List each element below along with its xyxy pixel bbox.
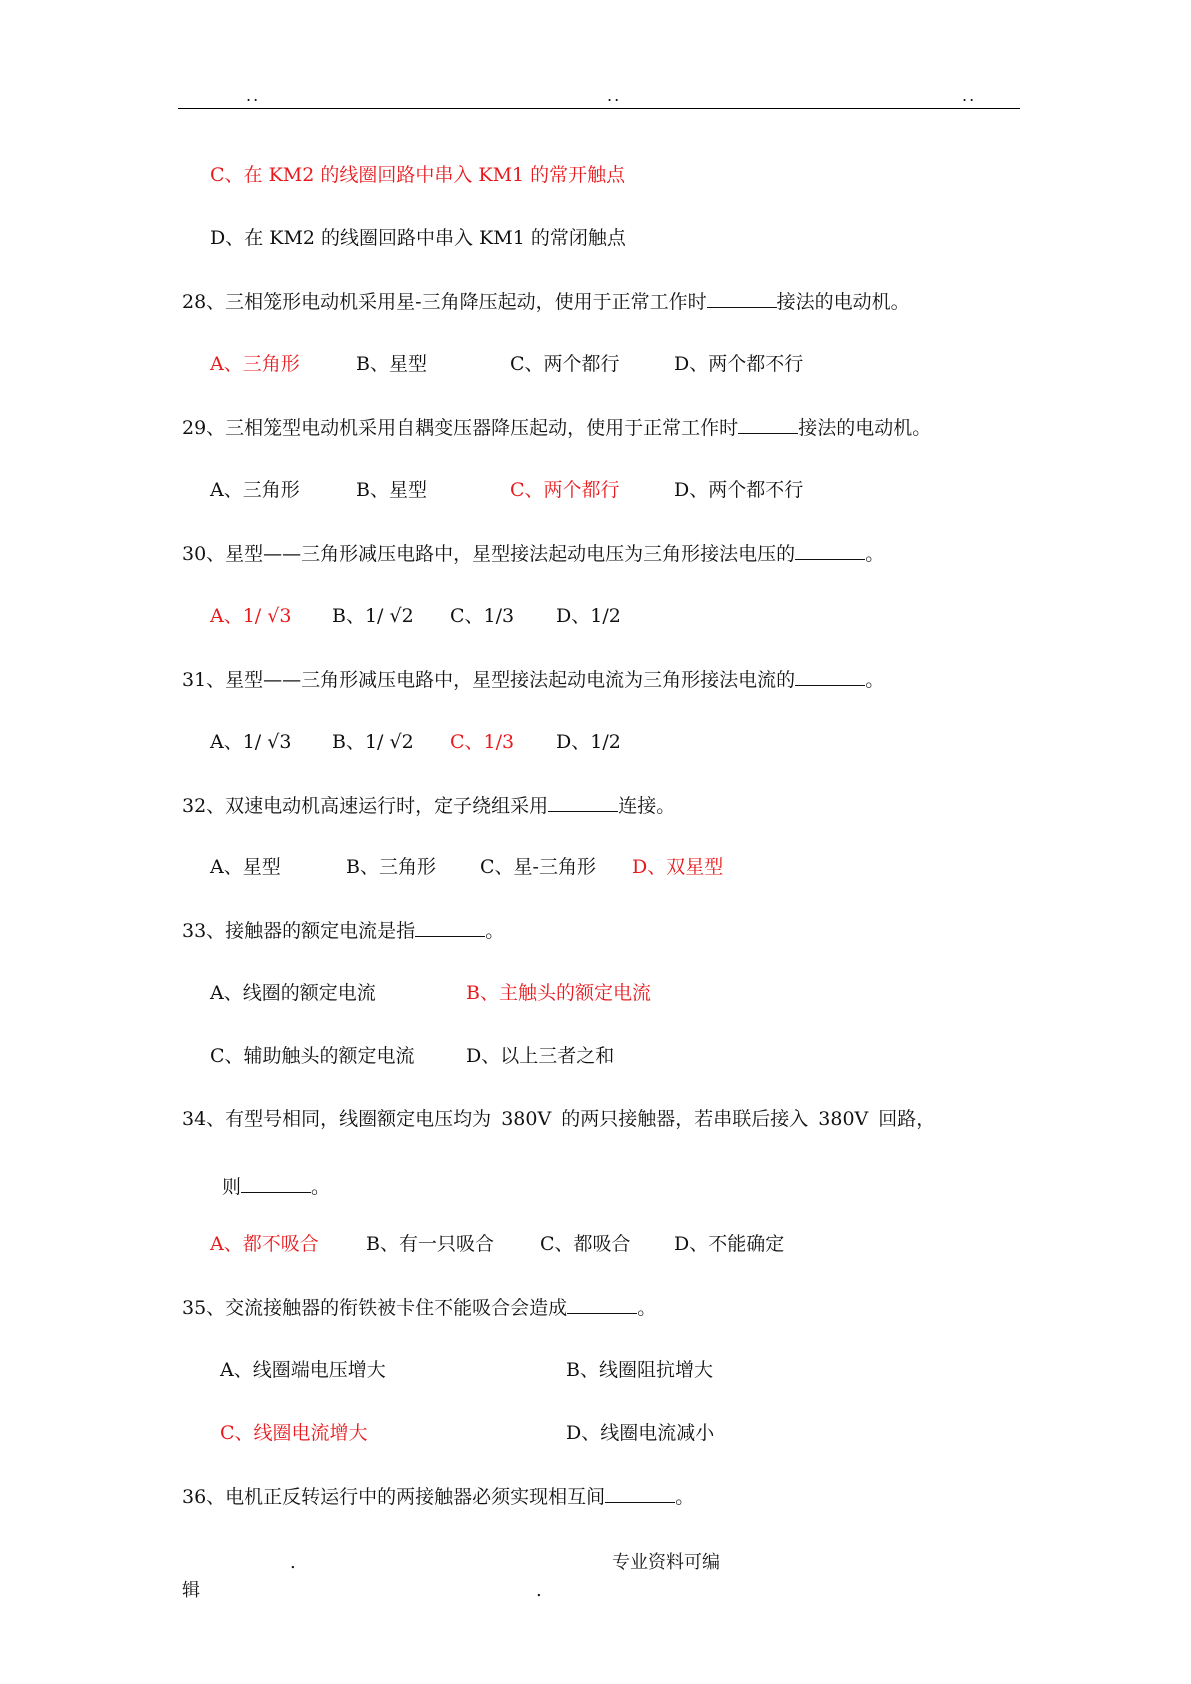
q35-option-b: B、线圈阻抗增大	[566, 1359, 713, 1381]
q28-stem	[182, 289, 910, 314]
q29-stem-end: 接法的电动机。	[798, 417, 932, 439]
q34-stem-text: 则	[222, 1176, 242, 1198]
header-dots-left: ..	[246, 86, 261, 105]
q35-stem	[182, 1295, 656, 1320]
q34-stem-line1: 34、有型号相同，线圈额定电压均为 380V 的两只接触器，若串联后接入 380V 回路，	[182, 1108, 936, 1130]
header-dots-right: ..	[962, 86, 977, 105]
q32-option-d: D、双星型	[632, 856, 724, 878]
q30-blank	[795, 541, 865, 560]
q33-blank	[415, 918, 485, 937]
q29-option-a: A、三角形	[210, 479, 300, 501]
q28-stem-text: 28、三相笼形电动机采用星-三角降压起动，使用于正常工作时	[182, 291, 707, 313]
q35-option-c: C、线圈电流增大	[220, 1422, 368, 1444]
q30-option-b: B、1/ √2	[332, 605, 414, 627]
q30-stem-end: 。	[865, 543, 885, 565]
q34-stem-line2	[222, 1174, 330, 1199]
q31-option-d: D、1/2	[556, 731, 621, 753]
q32-stem-end: 连接。	[618, 795, 676, 817]
q33-option-d: D、以上三者之和	[466, 1045, 615, 1067]
q27-option-d: D、在 KM2 的线圈回路中串入 KM1 的常闭触点	[210, 227, 626, 249]
q34-option-a: A、都不吸合	[210, 1233, 319, 1255]
q34-option-b: B、有一只吸合	[366, 1233, 494, 1255]
q34-stem-end: 。	[311, 1176, 331, 1198]
q36-blank	[605, 1484, 675, 1503]
q31-option-c: C、1/3	[450, 731, 515, 753]
q35-stem-text: 35、交流接触器的衔铁被卡住不能吸合会造成	[182, 1297, 568, 1319]
q30-option-a: A、1/ √3	[210, 605, 292, 627]
q31-option-a: A、1/ √3	[210, 731, 292, 753]
footer-wrap-text: 辑	[182, 1580, 200, 1601]
q31-stem-end: 。	[865, 669, 885, 691]
q33-option-c: C、辅助触头的额定电流	[210, 1045, 415, 1067]
q31-option-b: B、1/ √2	[332, 731, 414, 753]
q33-stem	[182, 918, 504, 943]
q31-stem-text: 31、星型——三角形减压电路中，星型接法起动电流为三角形接法电流的	[182, 669, 796, 691]
q28-stem-end: 接法的电动机。	[776, 291, 910, 313]
q29-option-d: D、两个都不行	[674, 479, 804, 501]
q28-option-b: B、星型	[356, 353, 427, 375]
footer-text: 专业资料可编	[612, 1552, 720, 1573]
q28-blank	[707, 289, 777, 308]
q28-option-c: C、两个都行	[510, 353, 620, 375]
q28-option-d: D、两个都不行	[674, 353, 804, 375]
header-rule	[178, 108, 1020, 109]
q30-option-c: C、1/3	[450, 605, 515, 627]
q33-stem-text: 33、接触器的额定电流是指	[182, 920, 416, 942]
q35-option-a: A、线圈端电压增大	[220, 1359, 386, 1381]
q33-option-a: A、线圈的额定电流	[210, 982, 376, 1004]
q33-option-b: B、主触头的额定电流	[466, 982, 651, 1004]
footer-dot-left: .	[290, 1552, 296, 1573]
q32-option-b: B、三角形	[346, 856, 436, 878]
q34-option-c: C、都吸合	[540, 1233, 631, 1255]
q32-option-a: A、星型	[210, 856, 281, 878]
q35-stem-end: 。	[637, 1297, 657, 1319]
q35-option-d: D、线圈电流减小	[566, 1422, 715, 1444]
q27-option-c: C、在 KM2 的线圈回路中串入 KM1 的常开触点	[210, 164, 626, 186]
q28-option-a: A、三角形	[210, 353, 300, 375]
q34-option-d: D、不能确定	[674, 1233, 785, 1255]
footer-dot-right: .	[536, 1580, 542, 1601]
q31-stem	[182, 667, 884, 692]
q32-stem-text: 32、双速电动机高速运行时，定子绕组采用	[182, 795, 549, 817]
q32-stem	[182, 793, 675, 818]
q29-stem-text: 29、三相笼型电动机采用自耦变压器降压起动，使用于正常工作时	[182, 417, 739, 439]
q36-stem-text: 36、电机正反转运行中的两接触器必须实现相互间	[182, 1486, 606, 1508]
q29-blank	[738, 415, 798, 434]
q30-option-d: D、1/2	[556, 605, 621, 627]
q29-option-c: C、两个都行	[510, 479, 620, 501]
q31-blank	[795, 667, 865, 686]
q33-stem-end: 。	[485, 920, 505, 942]
q30-stem-text: 30、星型——三角形减压电路中，星型接法起动电压为三角形接法电压的	[182, 543, 796, 565]
q30-stem	[182, 541, 884, 566]
q32-option-c: C、星-三角形	[480, 856, 596, 878]
q35-blank	[567, 1295, 637, 1314]
q29-option-b: B、星型	[356, 479, 427, 501]
q29-stem	[182, 415, 931, 440]
q32-blank	[548, 793, 618, 812]
q36-stem-end: 。	[675, 1486, 695, 1508]
header-dots-center: ..	[607, 86, 622, 105]
q36-stem	[182, 1484, 694, 1509]
q34-blank	[241, 1174, 311, 1193]
